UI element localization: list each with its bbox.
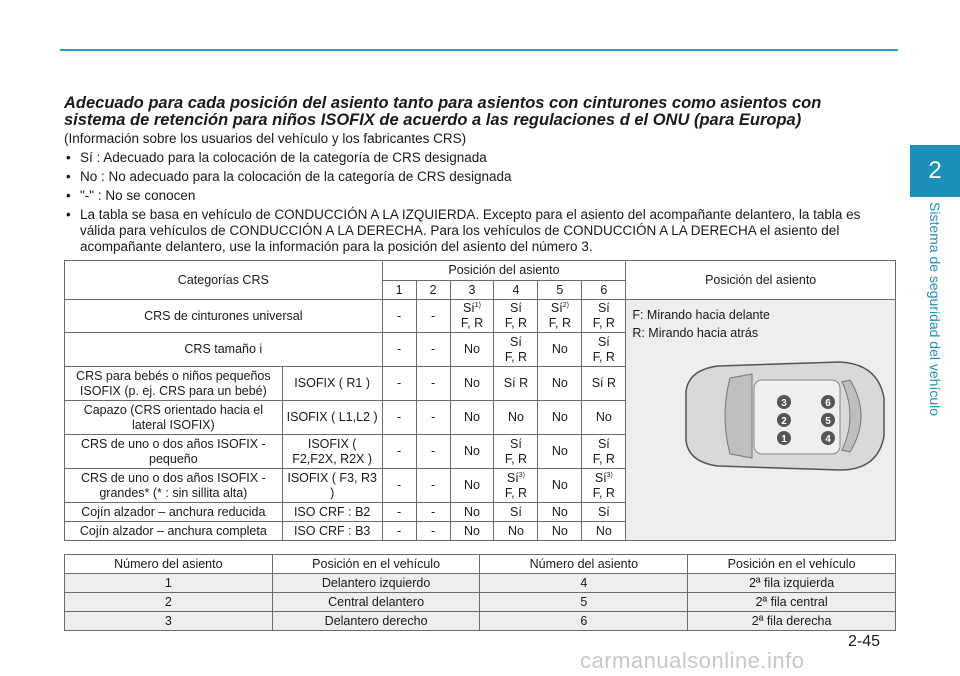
suitability-value: No [551, 410, 568, 424]
crs-isofix-cell: ISOFIX ( F3, R3 ) [282, 469, 382, 503]
seat-marker-label: 2 [781, 416, 787, 427]
crs-suitability-cell [538, 522, 582, 541]
seat-marker-label: 4 [825, 434, 831, 445]
crs-suitability-cell [416, 367, 450, 401]
car-seat-diagram [672, 352, 888, 480]
suitability-value: No [464, 444, 480, 458]
suitability-value: No [464, 342, 480, 356]
suitability-value: No [507, 523, 524, 538]
crs-suitability-cell [494, 469, 538, 503]
crs-suitability-cell [582, 435, 626, 469]
suitability-value: No [551, 376, 568, 390]
crs-suitability-cell [450, 522, 494, 541]
suitability-value: - [397, 444, 402, 458]
suitability-value: Sí [506, 470, 519, 485]
suitability-value: Sí R [503, 376, 529, 390]
bullet-item: • La tabla se basa en vehículo de CONDUCCIÓN A LA IZQUIERDA. Excepto para el asiento del acompañante delantero, la tabla es válida para vehículos de CONDUCCIÓN A LA DERECHA. Para los vehículos de CONDUCCIÓN A LA DERECHA el asiento del acompañante delantero, use la información para la posición del asiento del número 3. [66, 207, 896, 255]
crs-suitability-cell [538, 435, 582, 469]
crs-isofix-cell: ISOFIX ( F2,F2X, R2X ) [282, 435, 382, 469]
crs-suitability-cell [450, 503, 494, 522]
crs-suitability-cell [450, 401, 494, 435]
facing-direction: F, R [548, 316, 572, 330]
crs-suitability-cell [582, 522, 626, 541]
crs-isofix-cell: ISOFIX ( L1,L2 ) [282, 401, 382, 435]
crs-suitability-cell [494, 333, 538, 367]
suitability-value: Sí [510, 504, 522, 519]
suitability-value: - [430, 410, 436, 424]
suitability-value: No [464, 376, 480, 390]
crs-suitability-cell [450, 435, 494, 469]
crs-suitability-cell [382, 333, 416, 367]
facing-direction: F, R [592, 349, 615, 364]
seat-row [65, 593, 896, 612]
crs-suitability-cell [416, 300, 450, 333]
crs-suitability-cell [382, 503, 416, 522]
footnote-mark: 1) [474, 301, 482, 309]
chapter-number-tab: 2 [910, 145, 960, 197]
suitability-value: - [397, 342, 402, 356]
suitability-value: No [551, 444, 568, 458]
legend-line: R: Mirando hacia atrás [632, 326, 759, 340]
seat-marker-label: 1 [781, 434, 787, 445]
seat-row [65, 574, 896, 593]
crs-suitability-cell [416, 435, 450, 469]
chapter-side-title [921, 198, 949, 438]
page-number: 2-45 [848, 633, 881, 650]
suitability-value: Sí [510, 436, 522, 451]
suitability-value: Sí [597, 436, 610, 451]
seat-header: Número del asiento [65, 555, 273, 574]
suitability-value: - [430, 342, 436, 356]
suitability-value: Sí [550, 301, 563, 315]
crs-suitability-cell [582, 503, 626, 522]
suitability-value: - [430, 376, 436, 390]
seat-cell: 6 [480, 612, 688, 631]
header-seat-number: 2 [416, 281, 450, 300]
header-seat-number: 1 [382, 281, 416, 300]
crs-suitability-cell [382, 401, 416, 435]
suitability-value: Sí R [591, 376, 616, 390]
crs-category-cell: CRS de uno o dos años ISOFIX - grandes* (* : sin sillita alta) [65, 469, 283, 503]
seat-row [65, 612, 896, 631]
suitability-value: No [551, 504, 568, 519]
crs-suitability-cell [416, 522, 450, 541]
crs-isofix-cell: ISOFIX ( R1 ) [282, 367, 382, 401]
seat-cell: 5 [480, 593, 688, 612]
suitability-value: - [397, 308, 402, 323]
seat-marker-label: 6 [825, 398, 831, 409]
crs-category-cell: CRS de cinturones universal [65, 300, 383, 333]
crs-category-cell: CRS tamaño i [65, 333, 383, 367]
crs-suitability-cell [538, 300, 582, 333]
suitability-value: Sí [597, 504, 610, 519]
suitability-value: - [430, 308, 436, 323]
seat-cell: 2ª fila derecha [688, 612, 896, 631]
footnote-mark: 2) [562, 301, 569, 309]
seat-cell: 3 [65, 612, 273, 631]
crs-row [65, 300, 896, 333]
suitability-value: - [397, 376, 402, 390]
suitability-value: Sí [510, 301, 522, 315]
seat-cell: 2 [65, 593, 273, 612]
crs-suitability-cell [450, 367, 494, 401]
facing-direction: F, R [592, 485, 615, 500]
suitability-value: - [430, 444, 436, 458]
car-windshield [725, 374, 752, 458]
bullet-item: • "-" : No se conocen [66, 188, 896, 204]
crs-suitability-cell [582, 300, 626, 333]
crs-suitability-cell [494, 401, 538, 435]
facing-direction: F, R [504, 349, 528, 364]
crs-suitability-cell [538, 333, 582, 367]
seat-marker-4 [821, 431, 835, 445]
crs-suitability-cell [450, 333, 494, 367]
section-subtitle: (Información sobre los usuarios del vehículo y los fabricantes CRS) [64, 131, 467, 146]
crs-suitability-cell [450, 300, 494, 333]
crs-suitability-cell [494, 367, 538, 401]
footnote-mark: 3) [518, 471, 525, 479]
seat-marker-3 [777, 395, 791, 409]
top-rule [60, 49, 898, 51]
crs-suitability-cell [382, 367, 416, 401]
crs-suitability-cell [494, 435, 538, 469]
crs-suitability-cell [382, 300, 416, 333]
crs-suitability-cell [538, 503, 582, 522]
header-seat-position: Posición del asiento [382, 261, 626, 281]
seat-cell: Central delantero [272, 593, 480, 612]
facing-direction: F, R [504, 316, 528, 330]
crs-isofix-cell: ISO CRF : B3 [282, 522, 382, 541]
seat-marker-label: 3 [781, 398, 787, 409]
crs-suitability-cell [582, 401, 626, 435]
crs-suitability-cell [416, 469, 450, 503]
crs-suitability-cell [494, 503, 538, 522]
bullet-item: • Sí : Adecuado para la colocación de la categoría de CRS designada [66, 150, 896, 166]
suitability-value: - [430, 478, 436, 492]
watermark: carmanualsonline.info [580, 648, 805, 673]
header-seat-number: 6 [582, 281, 626, 300]
suitability-value: No [464, 504, 480, 519]
seat-cell: Delantero izquierdo [272, 574, 480, 593]
facing-direction: F, R [460, 316, 484, 330]
seat-marker-2 [777, 413, 791, 427]
crs-suitability-cell [450, 469, 494, 503]
suitability-value: No [551, 523, 568, 538]
crs-suitability-cell [416, 333, 450, 367]
crs-suitability-cell [382, 469, 416, 503]
crs-suitability-cell [582, 367, 626, 401]
footnote-mark: 3) [606, 471, 613, 479]
suitability-value: - [430, 504, 436, 519]
crs-category-cell: Cojín alzador – anchura completa [65, 522, 283, 541]
suitability-value: Sí [597, 334, 610, 349]
suitability-value: No [595, 410, 612, 424]
suitability-value: Sí [594, 470, 607, 485]
facing-direction: F, R [504, 485, 528, 500]
seat-marker-5 [821, 413, 835, 427]
seat-cell: 2ª fila izquierda [688, 574, 896, 593]
crs-suitability-cell [494, 522, 538, 541]
crs-category-cell: CRS de uno o dos años ISOFIX - pequeño [65, 435, 283, 469]
legend-line: F: Mirando hacia delante [632, 308, 770, 322]
suitability-value: Sí [462, 301, 475, 315]
suitability-value: - [397, 410, 402, 424]
crs-isofix-cell: ISO CRF : B2 [282, 503, 382, 522]
crs-suitability-cell [538, 401, 582, 435]
seat-cell: Delantero derecho [272, 612, 480, 631]
seat-header: Posición en el vehículo [688, 555, 896, 574]
crs-category-cell: Cojín alzador – anchura reducida [65, 503, 283, 522]
header-seat-number: 5 [538, 281, 582, 300]
suitability-value: - [397, 478, 402, 492]
suitability-value: No [551, 478, 568, 492]
suitability-value: No [464, 478, 480, 492]
crs-suitability-cell [382, 435, 416, 469]
suitability-value: - [430, 523, 436, 538]
seat-number-table [64, 554, 896, 631]
bullet-item: • No : No adecuado para la colocación de la categoría de CRS designada [66, 169, 896, 185]
seat-cell: 2ª fila central [688, 593, 896, 612]
legend-bullets [66, 150, 896, 258]
seat-cell: 4 [480, 574, 688, 593]
crs-category-cell: CRS para bebés o niños pequeños ISOFIX (p. ej. CRS para un bebé) [65, 367, 283, 401]
crs-suitability-cell [582, 333, 626, 367]
header-seat-position-right: Posición del asiento [626, 261, 896, 300]
suitability-value: No [551, 342, 568, 356]
facing-direction: F, R [504, 451, 528, 466]
crs-suitability-cell [416, 503, 450, 522]
seat-header: Posición en el vehículo [272, 555, 480, 574]
suitability-value: - [397, 523, 402, 538]
suitability-value: Sí [510, 334, 522, 349]
seat-marker-1 [777, 431, 791, 445]
suitability-value: - [397, 504, 402, 519]
suitability-value: No [464, 410, 480, 424]
crs-suitability-cell [416, 401, 450, 435]
crs-suitability-cell [382, 522, 416, 541]
crs-category-cell: Capazo (CRS orientado hacia el lateral ISOFIX) [65, 401, 283, 435]
seat-marker-6 [821, 395, 835, 409]
suitability-value: No [507, 410, 524, 424]
crs-suitability-cell [494, 300, 538, 333]
section-title: Adecuado para cada posición del asiento tanto para asientos con cinturones como asientos con sistema de retención para niños ISOFIX de acuerdo a las regulaciones d el ONU (para Europa) [64, 94, 822, 129]
header-category: Categorías CRS [65, 261, 383, 300]
suitability-value: No [595, 523, 612, 538]
facing-direction: F, R [592, 451, 615, 466]
chapter-side-title-text: Sistema de seguridad del vehículo [927, 202, 943, 417]
crs-suitability-cell [538, 367, 582, 401]
seat-cell: 1 [65, 574, 273, 593]
suitability-value: Sí [597, 301, 610, 315]
facing-direction: F, R [592, 316, 615, 330]
crs-suitability-cell [538, 469, 582, 503]
suitability-value: No [464, 523, 480, 538]
crs-suitability-cell [582, 469, 626, 503]
header-seat-number: 3 [450, 281, 494, 300]
seat-header: Número del asiento [480, 555, 688, 574]
seat-marker-label: 5 [825, 416, 831, 427]
header-seat-number: 4 [494, 281, 538, 300]
